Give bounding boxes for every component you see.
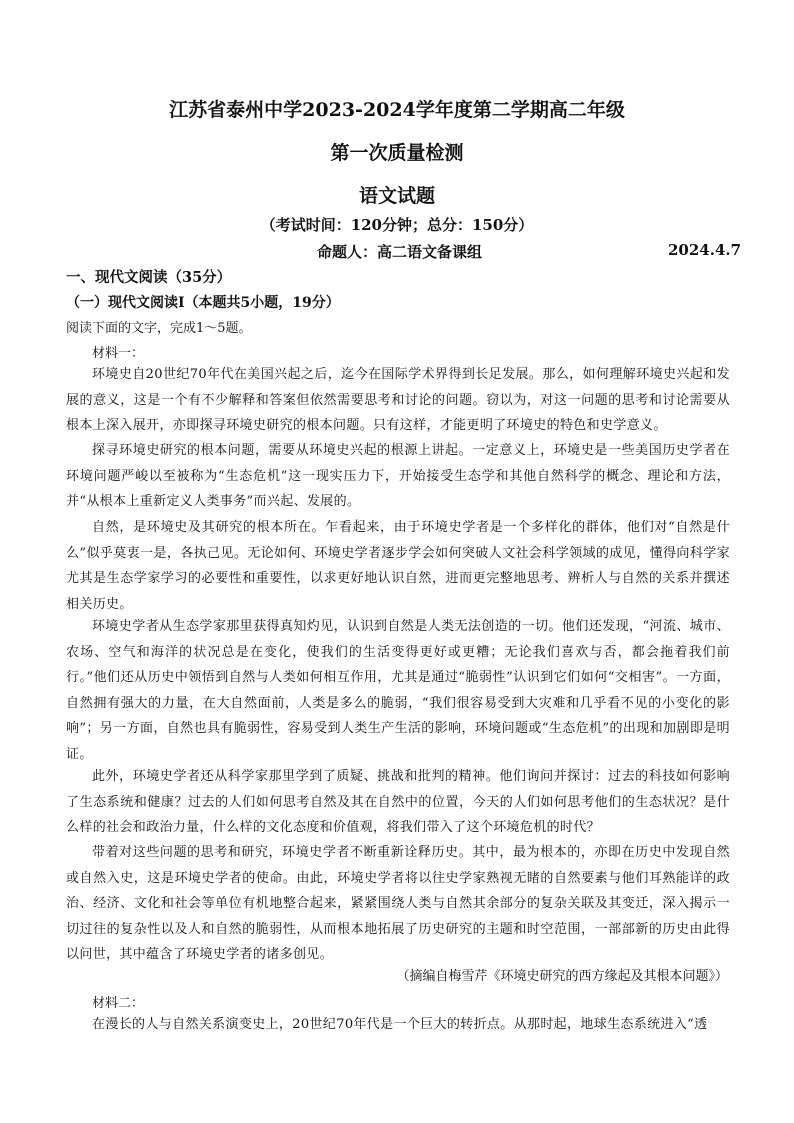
- exam-title-school: 江苏省泰州中学2023-2024学年度第二学期高二年级: [169, 99, 625, 121]
- exam-title-exam: 第一次质量检测: [330, 142, 464, 164]
- material-2-paragraph: 在漫长的人与自然关系演变史上，20世纪70年代是一个巨大的转折点。从那时起，地球生态系统进入“透: [92, 1017, 708, 1032]
- material-1-paragraph: 探寻环境史研究的根本问题，需要从环境史兴起的根源上讲起。一定意义上，环境史是一些美国历史学者在环境问题严峻以至被称为“生态危机”这一现实压力下，开始接受生态学和其他自然科学的概念、理论和方法，并“从根本上重新定义人类事务”而兴起、发展的。: [66, 443, 730, 510]
- material-1-paragraph: 自然，是环境史及其研究的根本所在。乍看起来，由于环境史学者是一个多样化的群体，他们对“自然是什么”似乎莫衷一是，各执己见。无论如何、环境史学者逐步学会如何突破人文社会科学领域的成见，懂得向科学家尤其是生态学家学习的必要性和重要性，以求更好地认识自然，进而更完整地思考、辨析人与自然的关系并撰述相关历史。: [66, 520, 730, 612]
- material-1-paragraph: 带着对这些问题的思考和研究，环境史学者不断重新诠释历史。其中，最为根本的，亦即在历史中发现自然或自然入史，这是环境史学者的使命。由此，环境史学者将以往史学家熟视无睹的自然要素与他们耳熟能详的政治、经济、文化和社会等单位有机地整合起来，紧紧围绕人类与自然其余部分的复杂关联及其变迁，深入揭示一切过往的复杂性以及人和自然的脆弱性，从而根本地拓展了历史研究的主题和时空范围，一部部新的历史由此得以问世，其中蕴含了环境史学者的诸多创见。: [66, 845, 730, 963]
- exam-title-subject: 语文试题: [358, 185, 435, 207]
- material-1-paragraph: 此外，环境史学者还从科学家那里学到了质疑、挑战和批判的精神。他们询问并探讨：过去的科技如何影响了生态系统和健康？过去的人们如何思考自然及其在自然中的位置，今天的人们如何思考他们的生态状况？是什么样的社会和政治力量，什么样的文化态度和价值观，将我们带入了这个环境危机的时代？: [66, 769, 730, 836]
- material-1-paragraph: 环境史学者从生态学家那里获得真知灼见，认识到自然是人类无法创造的一切。他们还发现，“河流、城市、农场、空气和海洋的状况总是在变化，使我们的生活变得更好或更糟；无论我们喜欢与否，都会拖着我们前行。”他们还从历史中领悟到自然与人类如何相互作用，尤其是通过“脆弱性”认识到它们如何“交相害”。一方面，自然拥有强大的力量，在大自然面前，人类是多么的脆弱，“我们很容易受到大灾难和几乎看不见的小变化的影响”；另一方面，自然也具有脆弱性，容易受到人类生产生活的影响，环境问题或“生态危机”的出现和加剧即是明证。: [66, 619, 730, 762]
- material-2-label: 材料二：: [92, 996, 145, 1011]
- material-1-source: （摘编自梅雪芹《环境史研究的西方缘起及其根本问题》）: [396, 969, 728, 984]
- material-1-paragraph: 环境史自20世纪70年代在美国兴起之后，迄今在国际学术界得到长足发展。那么，如何理解环境史兴起和发展的意义，这是一个有不少解释和答案但依然需要思考和讨论的问题。窃以为，对这一问题的思考和讨论需要从根本上深入展开，亦即探寻环境史研究的根本问题。只有这样，才能更明了环境史的特色和史学意义。: [66, 367, 730, 434]
- exam-date: 2024.4.7: [668, 241, 742, 259]
- exam-info: （考试时间：120分钟；总分：150分）: [260, 216, 534, 234]
- material-1-label: 材料一：: [92, 346, 145, 361]
- subsection-heading: （一）现代文阅读Ⅰ（本题共5小题，19分）: [66, 295, 340, 311]
- section-heading: 一、现代文阅读（35分）: [66, 269, 232, 286]
- exam-author: 命题人：高二语文备课组: [317, 243, 483, 261]
- reading-instruction: 阅读下面的文字，完成1～5题。: [66, 321, 252, 336]
